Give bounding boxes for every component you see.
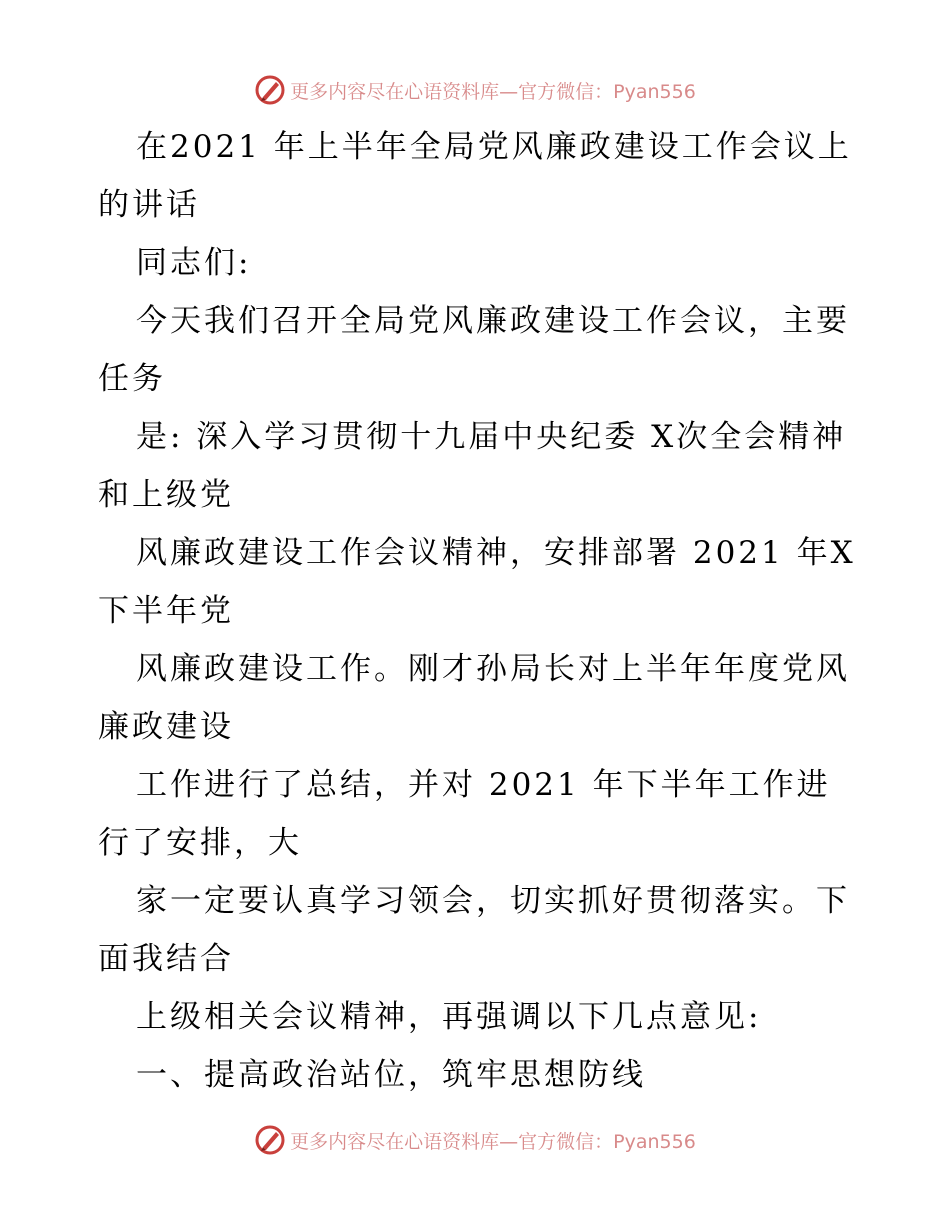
body-paragraph: 风廉政建设工作。刚才孙局长对上半年年度党风廉政建设 <box>98 651 850 745</box>
document-title: 在2021 年上半年全局党风廉政建设工作会议上的讲话 <box>98 129 852 223</box>
pen-logo-icon <box>254 1124 286 1156</box>
document-body <box>98 118 858 1104</box>
body-paragraph: 工作进行了总结，并对 2021 年下半年工作进行了安排，大 <box>98 767 831 861</box>
body-paragraph: 上级相关会议精神，再强调以下几点意见: <box>136 999 762 1035</box>
header-watermark <box>0 72 950 108</box>
watermark-text: 更多内容尽在心语资料库—官方微信：Pyan556 <box>290 1130 696 1153</box>
watermark-text: 更多内容尽在心语资料库—官方微信：Pyan556 <box>290 80 696 103</box>
body-paragraph: 风廉政建设工作会议精神，安排部署 2021 年X下半年党 <box>98 535 856 629</box>
section-heading: 一、提高政治站位，筑牢思想防线 <box>136 1057 646 1093</box>
pen-logo-icon <box>254 74 286 106</box>
salutation: 同志们: <box>136 245 252 281</box>
body-paragraph: 是: 深入学习贯彻十九届中央纪委 X次全会精神和上级党 <box>98 419 847 513</box>
footer-watermark <box>0 1122 950 1158</box>
body-paragraph: 今天我们召开全局党风廉政建设工作会议，主要任务 <box>98 303 850 397</box>
body-paragraph: 家一定要认真学习领会，切实抓好贯彻落实。下面我结合 <box>98 883 850 977</box>
